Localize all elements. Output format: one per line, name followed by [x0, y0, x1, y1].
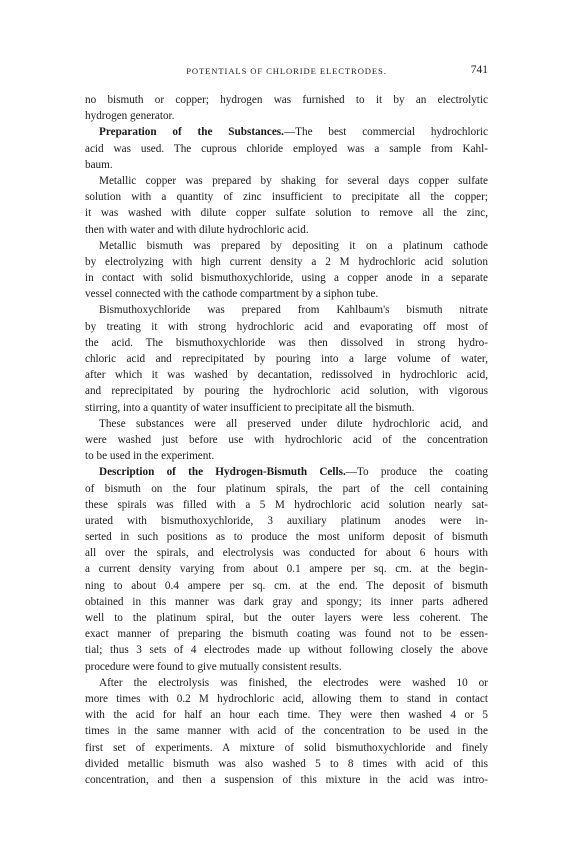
- line-text: of bismuth on the four platinum spirals, the part of the cell containing: [85, 482, 488, 495]
- text-line: [85, 659, 488, 675]
- text-line: [85, 642, 488, 658]
- text-line: [85, 756, 488, 772]
- line-text: obtained in this manner was dark gray and spongy; its inner parts adhered: [85, 595, 488, 608]
- line-text: These substances were all preserved under dilute hydrochloric acid, and: [99, 417, 488, 430]
- text-line: [85, 319, 488, 335]
- section-heading: Preparation of the Substances.: [99, 126, 284, 139]
- line-text: in contact with solid bismuthoxychloride, using a copper anode in a separate: [85, 272, 488, 285]
- line-text: Metallic copper was prepared by shaking for several days copper sulfate: [99, 174, 488, 187]
- line-text: —The best commercial hydrochloric: [283, 126, 488, 139]
- section-heading-line: [85, 124, 488, 140]
- text-line: [85, 432, 488, 448]
- text-line: [85, 270, 488, 286]
- line-text: procedure were found to give mutually consistent results.: [85, 660, 342, 673]
- text-line: [85, 594, 488, 610]
- text-line: [85, 545, 488, 561]
- line-text: it was washed with dilute copper sulfate solution to remove all the zinc,: [85, 207, 488, 220]
- line-text: a current density varying from about 0.1 ampere per sq. cm. at the begin-: [85, 563, 488, 576]
- text-line: [85, 238, 488, 254]
- text-line: [85, 383, 488, 399]
- line-text: the acid. The bismuthoxychloride was then dissolved in strong hydro-: [85, 336, 488, 349]
- text-line: [85, 416, 488, 432]
- text-line: [85, 254, 488, 270]
- line-text: concentration, and then a suspension of this mixture in the acid was intro-: [85, 773, 488, 786]
- text-line: [85, 205, 488, 221]
- text-line: [85, 578, 488, 594]
- text-line: [85, 675, 488, 691]
- line-text: times in the same manner with acid of the concentration to be used in the: [85, 725, 488, 738]
- text-line: [85, 529, 488, 545]
- line-text: divided metallic bismuth was also washed 5 to 8 times with acid of this: [85, 757, 488, 770]
- body-text: [85, 92, 488, 788]
- text-line: [85, 497, 488, 513]
- text-line: [85, 481, 488, 497]
- text-line: [85, 740, 488, 756]
- text-line: [85, 561, 488, 577]
- line-text: After the electrolysis was finished, the electrodes were washed 10 or: [99, 676, 488, 689]
- line-text: were washed just before use with hydrochloric acid of the concentration: [85, 433, 488, 446]
- line-text: all over the spirals, and electrolysis was conducted for about 6 hours with: [85, 547, 488, 560]
- line-text: stirring, into a quantity of water insufficient to precipitate all the bismuth.: [85, 401, 415, 414]
- text-line: [85, 367, 488, 383]
- text-line: [85, 141, 488, 157]
- text-line: [85, 92, 488, 108]
- line-text: hydrogen generator.: [85, 110, 175, 123]
- text-line: [85, 189, 488, 205]
- line-text: exact manner of preparing the bismuth coating was found not to be essen-: [85, 628, 488, 641]
- text-line: [85, 335, 488, 351]
- text-line: [85, 610, 488, 626]
- line-text: these spirals was filled with a 5 M hydrochloric acid solution nearly sat-: [85, 498, 488, 511]
- text-line: [85, 400, 488, 416]
- text-line: [85, 302, 488, 318]
- line-text: by electrolyzing with high current density a 2 M hydrochloric acid solution: [85, 255, 488, 268]
- page-number: 741: [470, 64, 488, 76]
- line-text: with the acid for half an hour each time. They were then washed 4 or 5: [85, 709, 488, 722]
- line-text: well to the platinum spiral, but the outer layers were less coherent. The: [85, 612, 488, 624]
- text-line: [85, 222, 488, 238]
- text-line: [85, 513, 488, 529]
- text-line: [85, 351, 488, 367]
- line-text: by treating it with strong hydrochloric acid and evaporating off most of: [85, 320, 488, 333]
- text-line: [85, 723, 488, 739]
- line-text: more times with 0.2 M hydrochloric acid, allowing them to stand in contact: [85, 692, 488, 705]
- line-text: no bismuth or copper; hydrogen was furnished to it by an electrolytic: [85, 94, 488, 106]
- line-text: tial; thus 3 sets of 4 electrodes made up without following closely the above: [85, 644, 488, 657]
- text-line: [85, 707, 488, 723]
- text-line: [85, 691, 488, 707]
- line-text: to be used in the experiment.: [85, 450, 215, 463]
- section-heading: Description of the Hydrogen-Bismuth Cells.: [99, 466, 346, 479]
- text-line: [85, 772, 488, 788]
- section-heading-line: [85, 464, 488, 480]
- line-text: chloric acid and reprecipitated by pouring into a large volume of water,: [85, 353, 488, 365]
- line-text: Metallic bismuth was prepared by depositing it on a platinum cathode: [99, 239, 488, 252]
- line-text: solution with a quantity of zinc insufficient to precipitate all the copper;: [85, 191, 488, 204]
- line-text: ning to about 0.4 ampere per sq. cm. at the end. The deposit of bismuth: [85, 579, 488, 592]
- line-text: serted in such positions as to produce the most uniform deposit of bismuth: [85, 531, 488, 544]
- running-title: POTENTIALS OF CHLORIDE ELECTRODES.: [186, 66, 387, 76]
- line-text: acid was used. The cuprous chloride employed was a sample from Kahl-: [85, 142, 488, 155]
- text-line: [85, 108, 488, 124]
- text-line: [85, 286, 488, 302]
- text-line: [85, 448, 488, 464]
- line-text: after which it was washed by decantation, redissolved in hydrochloric acid,: [85, 369, 488, 382]
- line-text: then with water and with dilute hydrochloric acid.: [85, 223, 309, 236]
- page-header: [85, 66, 488, 80]
- line-text: first set of experiments. A mixture of solid bismuthoxychloride and finely: [85, 741, 488, 754]
- line-text: baum.: [85, 158, 113, 171]
- text-line: [85, 157, 488, 173]
- line-text: urated with bismuthoxychloride, 3 auxiliary platinum anodes were in-: [85, 514, 488, 527]
- line-text: vessel connected with the cathode compartment by a siphon tube.: [85, 288, 379, 301]
- text-line: [85, 626, 488, 642]
- line-text: —To produce the coating: [345, 466, 488, 479]
- text-line: [85, 173, 488, 189]
- line-text: Bismuthoxychloride was prepared from Kahlbaum's bismuth nitrate: [99, 304, 488, 317]
- line-text: and reprecipitated by pouring the hydrochloric acid solution, with vigorous: [85, 385, 488, 398]
